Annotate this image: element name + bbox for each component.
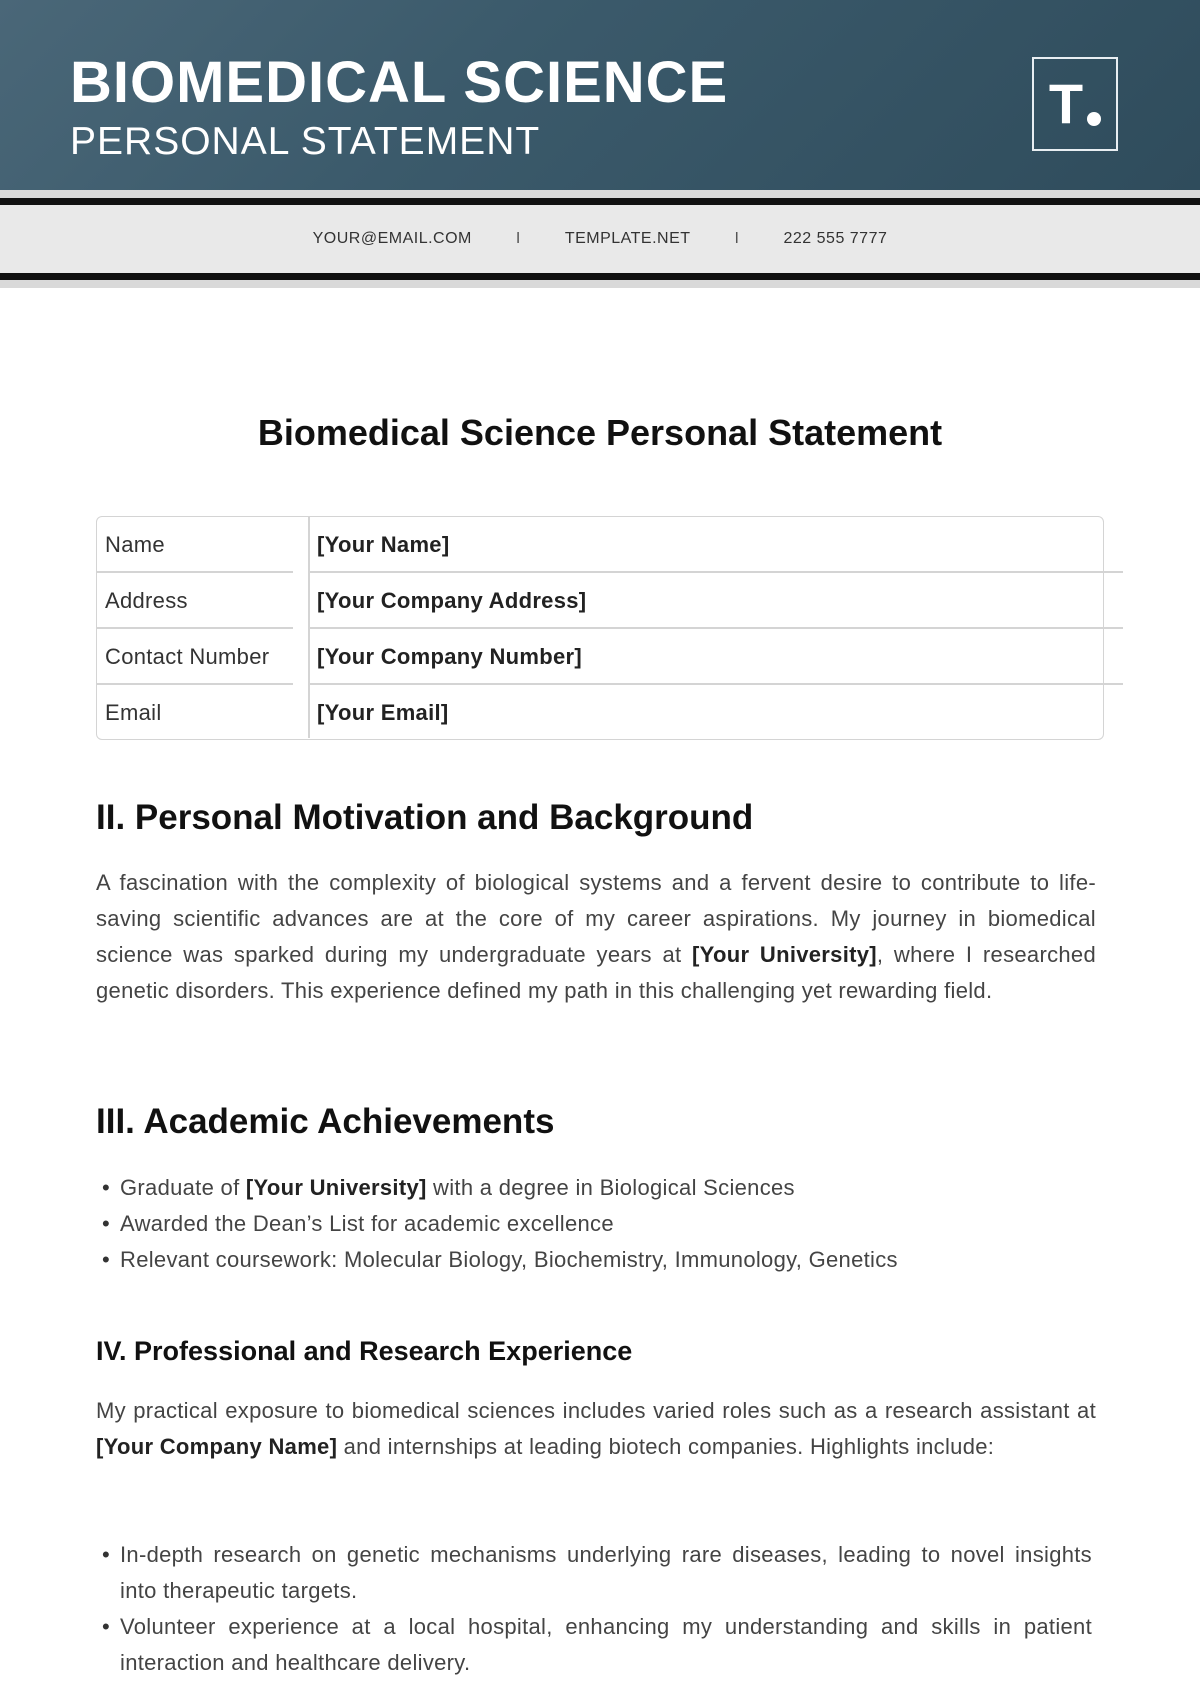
divider-band <box>0 280 1200 288</box>
table-row <box>97 573 1103 629</box>
experience-list <box>102 1537 1092 1681</box>
header-subtitle: PERSONAL STATEMENT <box>70 120 541 163</box>
contact-email[interactable]: YOUR@EMAIL.COM <box>312 230 472 247</box>
divider-line <box>0 273 1200 280</box>
table-row <box>97 517 1103 573</box>
table-value-name: [Your Name] <box>317 532 450 557</box>
table-label-contact: Contact Number <box>105 644 270 669</box>
table-label-name: Name <box>105 532 165 557</box>
section-paragraph-motivation: A fascination with the complexity of biological systems and a fervent desire to contribute to life-saving scientific advances are at the core of my career aspirations. My journey in biomedical science was sparked during my undergraduate years at [Your University], where I researched genetic disorders. This experience defined my path in this challenging yet rewarding field. <box>96 870 1096 1003</box>
header-title: BIOMEDICAL SCIENCE <box>70 50 729 115</box>
contact-separator: I <box>734 230 740 247</box>
contact-phone: 222 555 7777 <box>783 230 888 247</box>
logo-dot-icon <box>1087 112 1101 126</box>
table-row <box>97 685 1103 741</box>
divider-band <box>0 190 1200 198</box>
section-heading-academic: III. Academic Achievements <box>96 1102 555 1141</box>
list-item: • Awarded the Dean’s List for academic excellence <box>102 1206 1092 1242</box>
contact-bar <box>0 205 1200 273</box>
section-heading-motivation: II. Personal Motivation and Background <box>96 798 754 837</box>
info-table <box>96 516 1104 740</box>
academic-list <box>102 1170 1092 1278</box>
list-item: • Volunteer experience at a local hospital, enhancing my understanding and skills in patient interaction and healthcare delivery. <box>102 1609 1092 1681</box>
table-value-contact: [Your Company Number] <box>317 644 583 669</box>
table-label-address: Address <box>105 588 188 613</box>
table-value-email: [Your Email] <box>317 700 449 725</box>
placeholder-company-name: [Your Company Name] <box>96 1434 338 1459</box>
section-paragraph-experience: My practical exposure to biomedical sciences includes varied roles such as a research assistant at [Your Company Name] and internships at leading biotech companies. Highlights include: <box>96 1398 1096 1459</box>
header-banner <box>0 0 1200 190</box>
template-logo <box>1032 57 1118 151</box>
divider-line <box>0 198 1200 205</box>
section-heading-experience: IV. Professional and Research Experience <box>96 1336 633 1366</box>
table-label-email: Email <box>105 700 162 725</box>
table-value-address: [Your Company Address] <box>317 588 587 613</box>
logo-letter: T <box>1049 76 1101 132</box>
contact-separator: I <box>515 230 521 247</box>
list-item: • Graduate of [Your University] with a degree in Biological Sciences <box>102 1170 1092 1206</box>
list-item: • Relevant coursework: Molecular Biology, Biochemistry, Immunology, Genetics <box>102 1242 1092 1278</box>
contact-website[interactable]: TEMPLATE.NET <box>564 230 691 247</box>
document-title: Biomedical Science Personal Statement <box>257 412 943 453</box>
list-item: • In-depth research on genetic mechanisms underlying rare diseases, leading to novel insights into therapeutic targets. <box>102 1537 1092 1609</box>
table-row <box>97 629 1103 685</box>
placeholder-university: [Your University] <box>692 942 877 967</box>
